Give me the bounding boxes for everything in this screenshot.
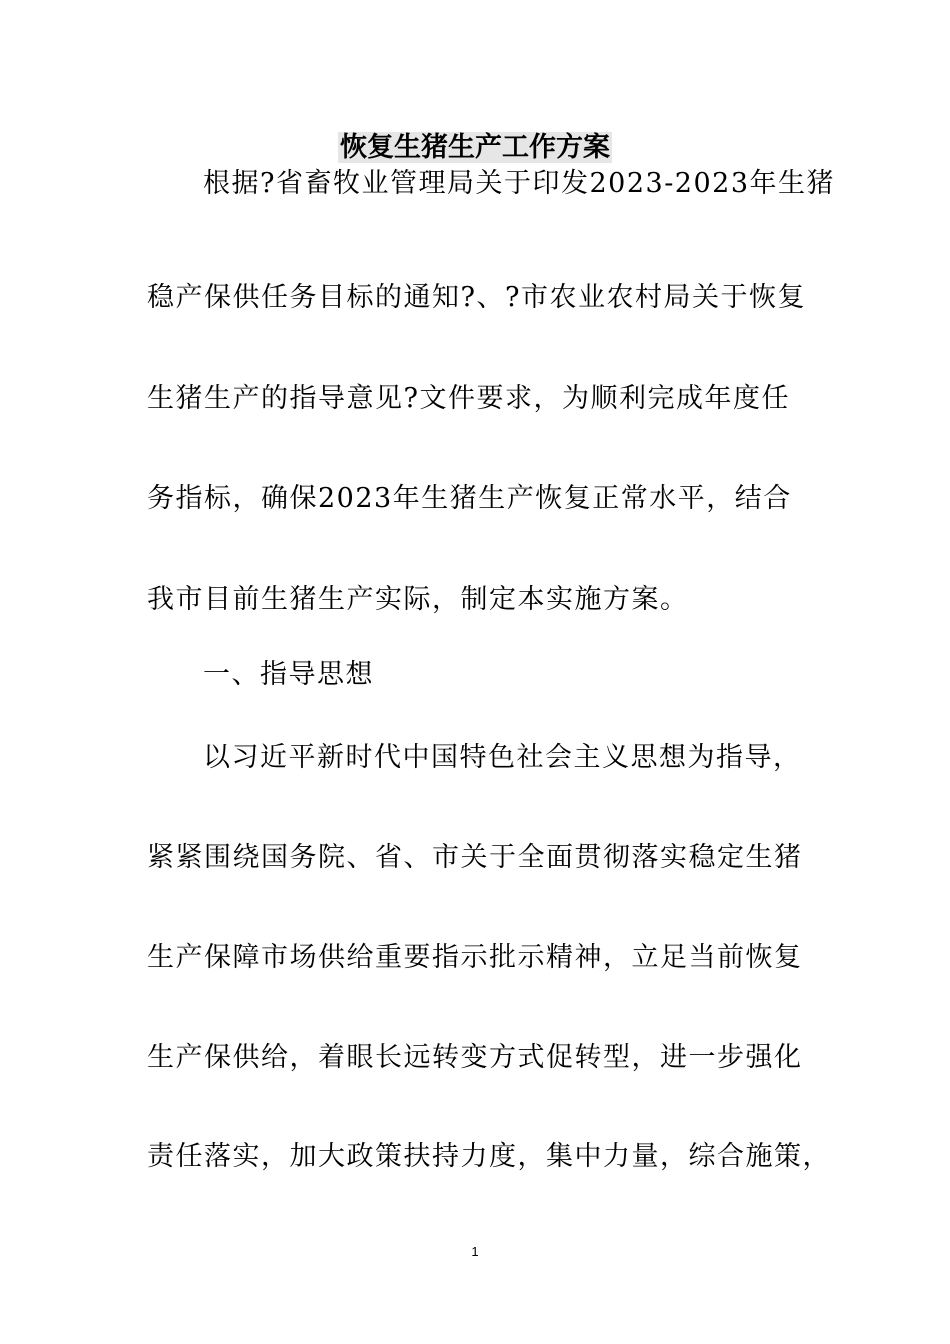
paragraph-line: 以习近平新时代中国特色社会主义思想为指导， [203, 742, 802, 773]
paragraph-line: 稳产保供任务目标的通知?、?市农业农村局关于恢复 [147, 282, 806, 313]
section-heading: 一、指导思想 [203, 659, 374, 690]
paragraph-line: 我市目前生猪生产实际，制定本实施方案。 [147, 584, 689, 615]
paragraph-line: 生产保障市场供给重要指示批示精神，立足当前恢复 [147, 942, 803, 973]
document-title-text: 恢复生猪生产工作方案 [340, 132, 610, 163]
paragraph-line: 生猪生产的指导意见?文件要求，为顺利完成年度任 [147, 383, 790, 414]
document-title [0, 128, 950, 168]
paragraph-line: 根据?省畜牧业管理局关于印发2023-2023年生猪 [203, 168, 836, 199]
paragraph-line: 务指标，确保2023年生猪生产恢复正常水平，结合 [147, 483, 792, 514]
paragraph-line: 紧紧围绕国务院、省、市关于全面贯彻落实稳定生猪 [147, 842, 803, 873]
paragraph-line: 责任落实，加大政策扶持力度，集中力量，综合施策， [147, 1141, 831, 1172]
page-number: 1 [471, 1244, 479, 1259]
paragraph-line: 生产保供给，着眼长远转变方式促转型，进一步强化 [147, 1042, 803, 1073]
